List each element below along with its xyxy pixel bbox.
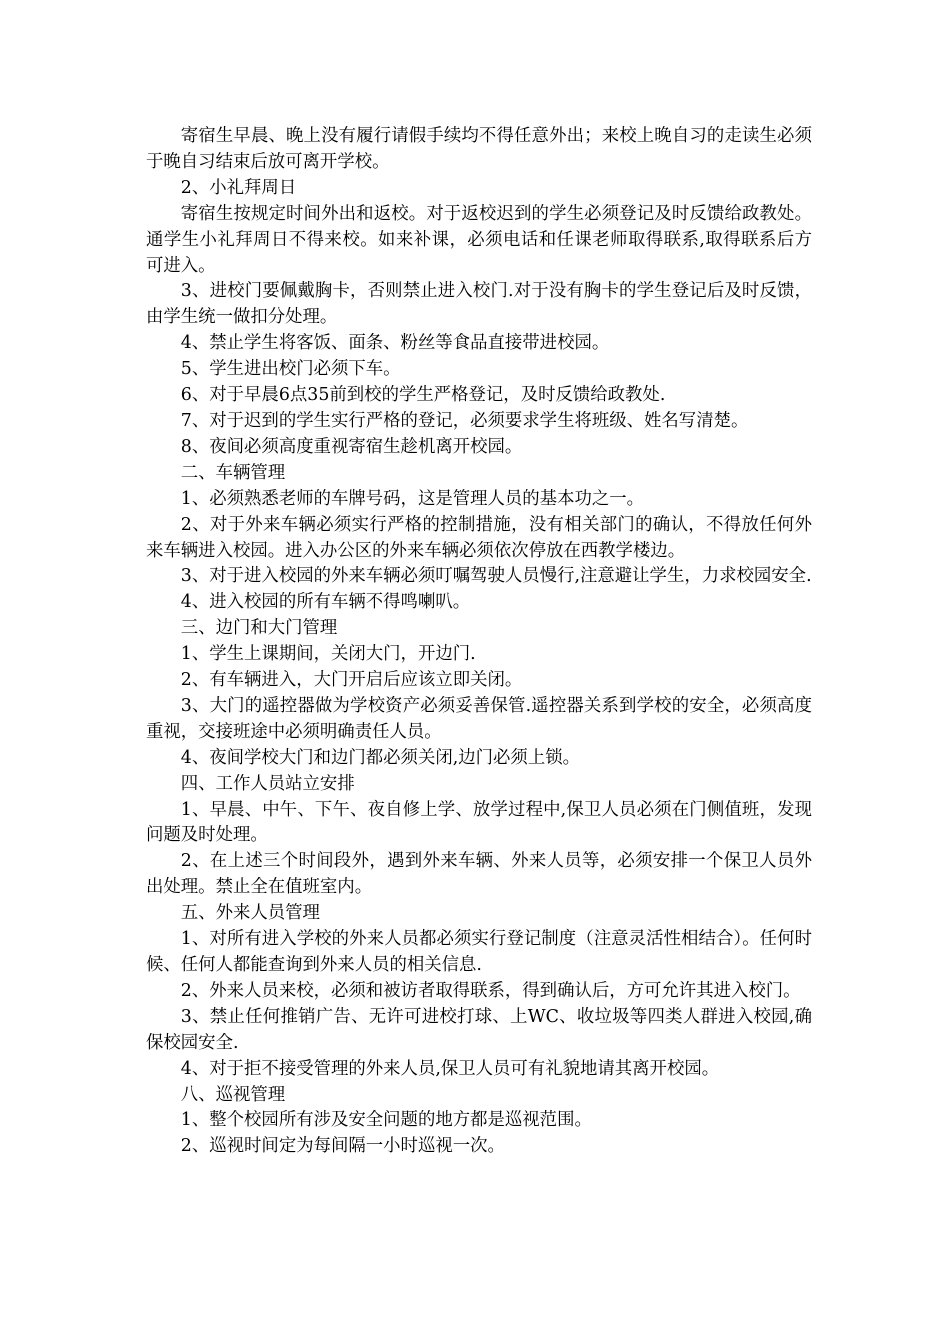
section-heading-gates: 三、边门和大门管理 xyxy=(180,618,338,639)
paragraph-gate-4: 4、夜间学校大门和边门都必须关闭,边门必须上锁。 xyxy=(180,747,580,768)
paragraph-visitor-4: 4、对于拒不接受管理的外来人员,保卫人员可有礼貌地请其离开校园。 xyxy=(180,1058,720,1079)
paragraph-early-arrival: 6、对于早晨6点35前到校的学生严格登记，及时反馈给政教处. xyxy=(180,385,666,406)
paragraph-vehicle-1: 1、必须熟悉老师的车牌号码，这是管理人员的基本功之一。 xyxy=(180,488,645,509)
paragraph-gate-1: 1、学生上课期间，关闭大门，开边门. xyxy=(180,644,476,665)
paragraph-visitor-1: 1、对所有进入学校的外来人员都必须实行登记制度（注意灵活性相结合）。任何时候、任何人都能查询到外来人员的相关信息. xyxy=(146,929,812,975)
paragraph-staff-1: 1、早晨、中午、下午、夜自修上学、放学过程中,保卫人员必须在门侧值班，发现问题及时处理。 xyxy=(146,799,812,846)
section-heading-patrol: 八、巡视管理 xyxy=(180,1084,286,1105)
paragraph-gate-3: 3、大门的遥控器做为学校资产必须妥善保管.遥控器关系到学校的安全，必须高度重视，交接班途中必须明确责任人员。 xyxy=(146,695,812,742)
paragraph-vehicle-4: 4、进入校园的所有车辆不得鸣喇叭。 xyxy=(180,592,471,613)
paragraph-vehicle-3: 3、对于进入校园的外来车辆必须叮嘱驾驶人员慢行,注意避让学生，力求校园安全. xyxy=(180,566,812,587)
heading-small-weekend: 2、小礼拜周日 xyxy=(180,177,297,198)
paragraph-late-arrival: 7、对于迟到的学生实行严格的登记，必须要求学生将班级、姓名写清楚。 xyxy=(180,410,749,431)
paragraph-boarder-curfew: 寄宿生早晨、晚上没有履行请假手续均不得任意外出；来校上晚自习的走读生必须于晚自习结束后放可离开学校。 xyxy=(146,126,812,172)
section-heading-staff: 四、工作人员站立安排 xyxy=(180,773,355,794)
paragraph-vehicle-2: 2、对于外来车辆必须实行严格的控制措施，没有相关部门的确认，不得放任何外来车辆进入校园。进入办公区的外来车辆必须依次停放在西教学楼边。 xyxy=(146,514,812,561)
paragraph-visitor-3: 3、禁止任何推销广告、无许可进校打球、上WC、收垃圾等四类人群进入校园,确保校园安全. xyxy=(146,1006,812,1053)
paragraph-patrol-1: 1、整个校园所有涉及安全问题的地方都是巡视范围。 xyxy=(180,1110,592,1131)
section-heading-visitors: 五、外来人员管理 xyxy=(180,903,320,924)
paragraph-weekend-return: 寄宿生按规定时间外出和返校。对于返校迟到的学生必须登记及时反馈给政教处。通学生小礼拜周日不得来校。如来补课，必须电话和任课老师取得联系,取得联系后方可进入。 xyxy=(146,203,812,276)
paragraph-visitor-2: 2、外来人员来校，必须和被访者取得联系，得到确认后，方可允许其进入校门。 xyxy=(180,980,801,1001)
paragraph-food-rule: 4、禁止学生将客饭、面条、粉丝等食品直接带进校园。 xyxy=(180,333,610,354)
paragraph-dismount-rule: 5、学生进出校门必须下车。 xyxy=(180,359,401,380)
document-body xyxy=(146,124,812,1160)
paragraph-badge-rule: 3、进校门要佩戴胸卡，否则禁止进入校门.对于没有胸卡的学生登记后及时反馈，由学生统一做扣分处理。 xyxy=(146,281,812,328)
paragraph-patrol-2: 2、巡视时间定为每间隔一小时巡视一次。 xyxy=(180,1136,505,1157)
section-heading-vehicles: 二、车辆管理 xyxy=(180,462,286,483)
paragraph-staff-2: 2、在上述三个时间段外，遇到外来车辆、外来人员等，必须安排一个保卫人员外出处理。禁止全在值班室内。 xyxy=(146,851,812,898)
paragraph-night-watch: 8、夜间必须高度重视寄宿生趁机离开校园。 xyxy=(180,436,523,457)
paragraph-gate-2: 2、有车辆进入，大门开启后应该立即关闭。 xyxy=(180,670,523,691)
